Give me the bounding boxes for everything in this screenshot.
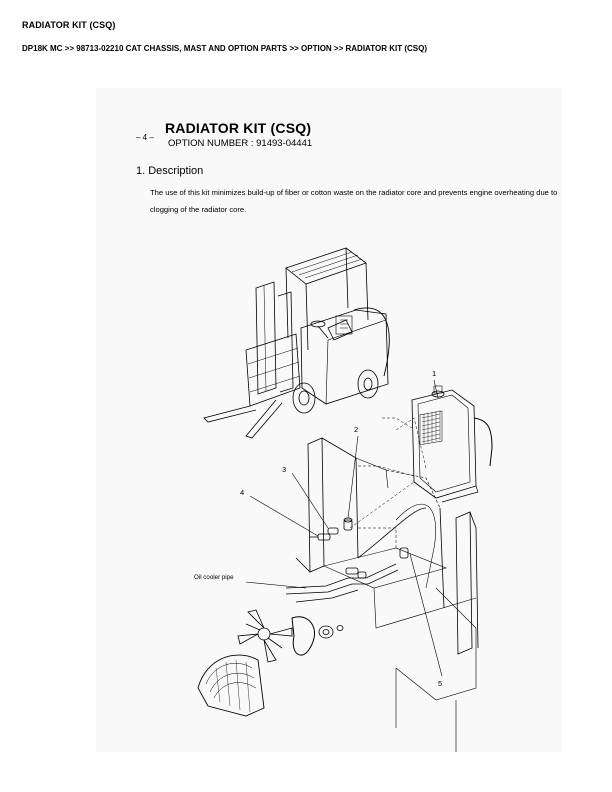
parts-diagram bbox=[96, 88, 562, 752]
forklift-illustration bbox=[204, 248, 389, 438]
oil-cooler-pipe-label: Oil cooler pipe bbox=[194, 574, 234, 581]
callout-5: 5 bbox=[438, 679, 443, 688]
oil-cooler-pipe bbox=[286, 564, 398, 602]
section-heading: 1. Description bbox=[136, 165, 204, 177]
callout-2: 2 bbox=[354, 425, 359, 434]
option-number: OPTION NUMBER : 91493-04441 bbox=[168, 138, 313, 149]
fittings bbox=[310, 518, 408, 578]
fan-assembly bbox=[198, 610, 343, 716]
description-text: The use of this kit minimizes build-up of fiber or cotton waste on the radiator core and prevents engine overheating due to clogging of the radiator core. bbox=[150, 188, 558, 214]
leader-lines bbox=[350, 418, 426, 548]
callout-1: 1 bbox=[432, 369, 437, 378]
document-title: RADIATOR KIT (CSQ) bbox=[165, 120, 312, 136]
page-header-title: RADIATOR KIT (CSQ) bbox=[22, 20, 116, 30]
page-number: – 4 – bbox=[136, 133, 154, 142]
callout-labels bbox=[194, 369, 442, 688]
breadcrumb: DP18K MC >> 98713-02210 CAT CHASSIS, MAST AND OPTION PARTS >> OPTION >> RADIATOR KIT (CSQ) bbox=[22, 44, 427, 53]
callout-3: 3 bbox=[282, 465, 287, 474]
radiator-core bbox=[412, 386, 492, 502]
chassis-frame bbox=[296, 438, 478, 752]
callout-4: 4 bbox=[240, 488, 245, 497]
